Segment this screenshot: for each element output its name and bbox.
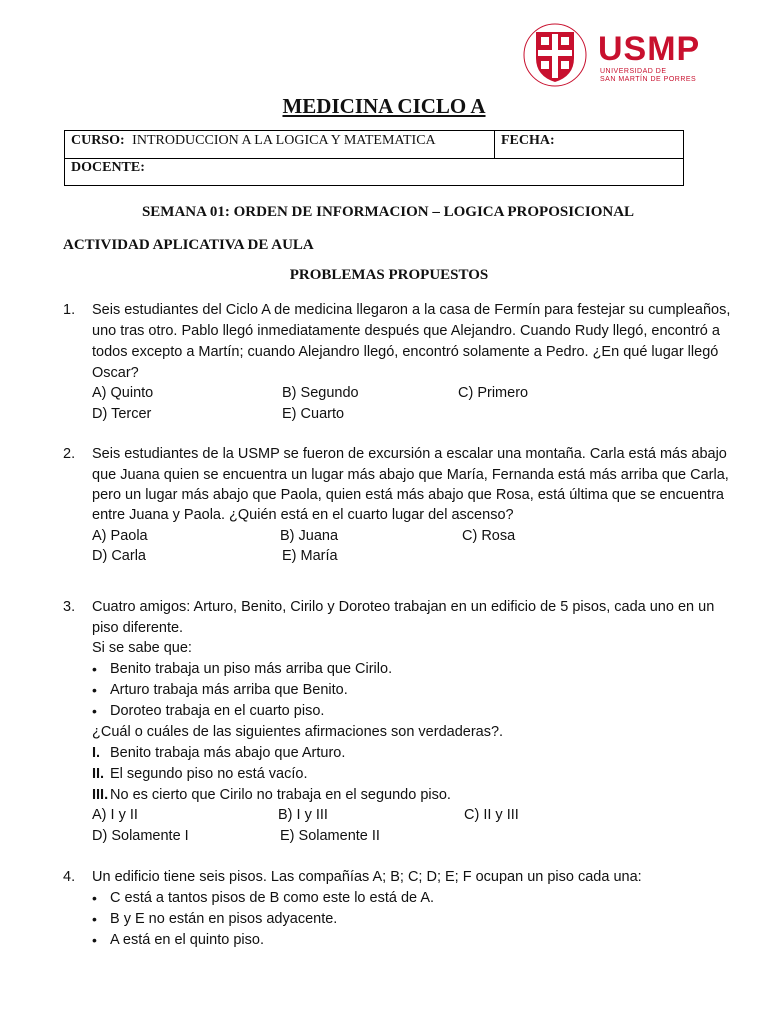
bullet-item: B y E no están en pisos adyacente. (110, 911, 338, 927)
course-info-table (64, 130, 684, 186)
teacher-label: DOCENTE: (71, 160, 145, 175)
problem-text-line: Seis estudiantes de la USMP se fueron de excursión a escalar una montaña. Carla está más abajo (92, 446, 727, 462)
bullet-icon: • (92, 703, 97, 719)
bullet-item: A está en el quinto piso. (110, 932, 264, 948)
option-e: E) Cuarto (282, 406, 345, 422)
problem-text-line: Cuatro amigos: Arturo, Benito, Cirilo y Doroteo trabajan en un edificio de 5 pisos, cada uno en un (92, 599, 715, 615)
shield-icon (520, 20, 590, 90)
problem-text-line: que Juana quien se encuentra un lugar más abajo que María, Fernanda está más arriba que Carla, (92, 467, 729, 483)
question-text: ¿Cuál o cuáles de las siguientes afirmaciones son verdaderas?. (92, 724, 504, 740)
problem-text-line: entre Juana y Paola. ¿Quién está en el cuarto lugar del ascenso? (92, 507, 514, 523)
usmp-logo (520, 20, 720, 90)
problem-text-line: piso diferente. (92, 620, 184, 636)
bullet-icon: • (92, 911, 97, 927)
statement-text: El segundo piso no está vacío. (110, 766, 308, 782)
course-label: CURSO: (71, 133, 125, 148)
statement-text: Benito trabaja más abajo que Arturo. (110, 745, 346, 761)
problem-number: 3. (63, 599, 76, 615)
problem-text-line: pero un lugar más abajo que Paola, quien está más abajo que Rosa, está última que se encuentra (92, 487, 724, 503)
problem-number: 2. (63, 446, 76, 462)
option-b: B) Segundo (282, 385, 359, 401)
option-b: B) I y III (278, 807, 328, 823)
statement-roman: II. (92, 766, 105, 782)
bullet-icon: • (92, 661, 97, 677)
page-title: MEDICINA CICLO A (282, 94, 486, 118)
option-c: C) Rosa (462, 528, 516, 544)
problems-title: PROBLEMAS PROPUESTOS (289, 267, 489, 283)
week-title: SEMANA 01: ORDEN DE INFORMACION – LOGICA PROPOSICIONAL (141, 204, 635, 220)
statement-roman: III. (92, 787, 109, 803)
problem-number: 1. (63, 302, 76, 318)
bullet-icon: • (92, 932, 97, 948)
bullet-item: Arturo trabaja más arriba que Benito. (110, 682, 348, 698)
statement-text: No es cierto que Cirilo no trabaja en el segundo piso. (110, 787, 451, 803)
course-value: INTRODUCCION A LA LOGICA Y MATEMATICA (132, 133, 436, 148)
course-cell (71, 133, 436, 149)
option-c: C) II y III (464, 807, 519, 823)
bullet-item: Doroteo trabaja en el cuarto piso. (110, 703, 325, 719)
option-b: B) Juana (280, 528, 339, 544)
option-a: A) Paola (92, 528, 148, 544)
problem-number: 4. (63, 869, 76, 885)
option-d: D) Tercer (92, 406, 152, 422)
logo-subtitle: UNIVERSIDAD DE SAN MARTÍN DE PORRES (600, 68, 697, 83)
problem-text-line: Si se sabe que: (92, 640, 192, 656)
problem-text-line: Oscar? (92, 365, 139, 381)
bullet-icon: • (92, 682, 97, 698)
option-a: A) I y II (92, 807, 138, 823)
option-c: C) Primero (458, 385, 529, 401)
activity-title: ACTIVIDAD APLICATIVA DE AULA (63, 237, 314, 253)
problem-text-line: Un edificio tiene seis pisos. Las compañías A; B; C; D; E; F ocupan un piso cada una: (92, 869, 642, 885)
bullet-icon: • (92, 890, 97, 906)
option-e: E) María (282, 548, 338, 564)
logo-name: USMP (598, 30, 701, 68)
table-divider (494, 131, 495, 158)
bullet-item: C está a tantos pisos de B como este lo está de A. (110, 890, 435, 906)
problem-text-line: Seis estudiantes del Ciclo A de medicina llegaron a la casa de Fermín para festejar su cumpleaños, (92, 302, 731, 318)
date-label: FECHA: (501, 133, 555, 148)
option-a: A) Quinto (92, 385, 154, 401)
problem-text-line: todos excepto a Martín; cuando Alejandro llegó, encontró solamente a Pedro. ¿En qué lugar llegó (92, 344, 719, 360)
option-d: D) Carla (92, 548, 146, 564)
problem-text-line: uno tras otro. Pablo llegó inmediatamente después que Alejandro. Cuando Rudy llegó, encontró a (92, 323, 720, 339)
bullet-item: Benito trabaja un piso más arriba que Cirilo. (110, 661, 393, 677)
statement-roman: I. (92, 745, 101, 761)
option-e: E) Solamente II (280, 828, 380, 844)
option-d: D) Solamente I (92, 828, 189, 844)
